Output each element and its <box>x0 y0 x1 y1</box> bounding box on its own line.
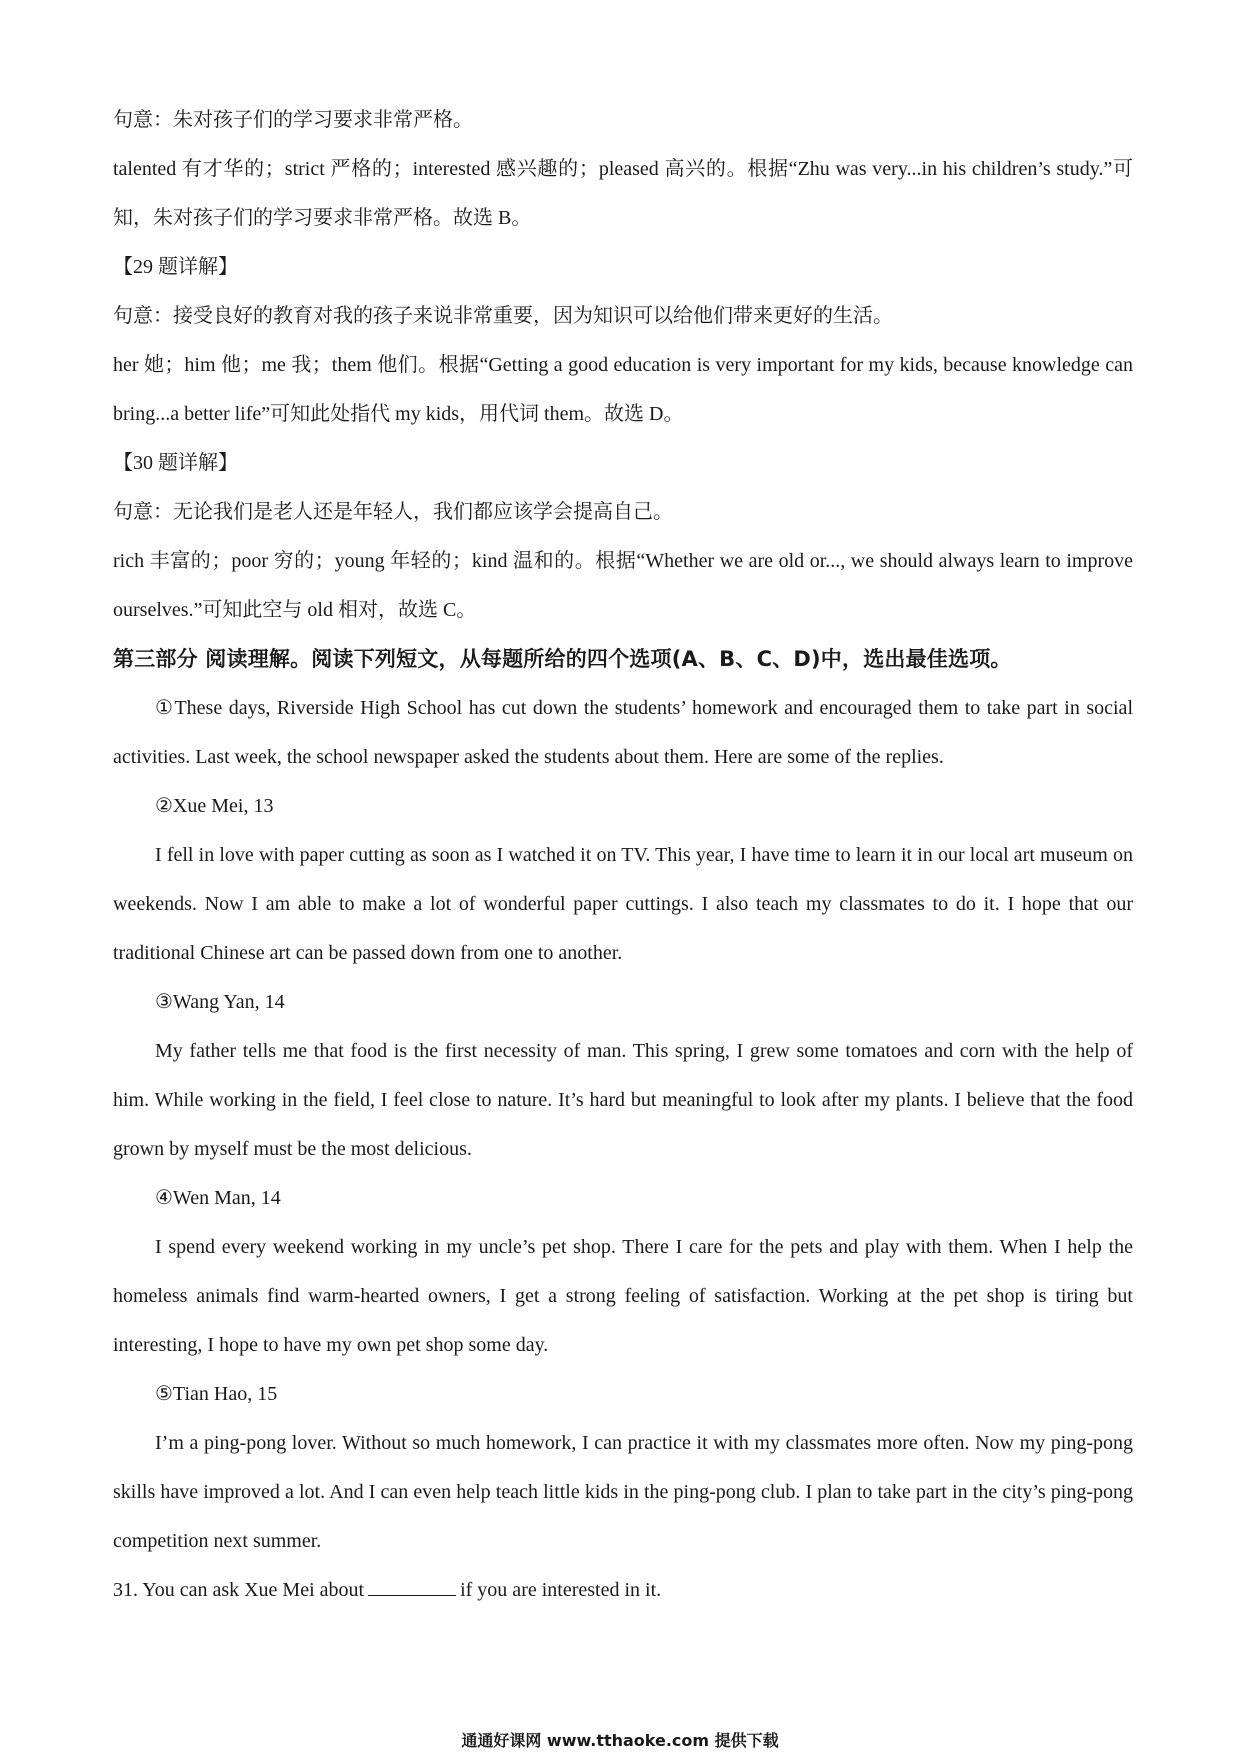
page-content <box>113 96 1133 1615</box>
question-31 <box>113 1566 1133 1615</box>
q29-analysis: her 她；him 他；me 我；them 他们。根据“Getting a good education is very important for my kids, because knowledge can bring...a better life”可知此处指代 my kids，用代词 them。故选 D。 <box>113 354 1133 425</box>
q30-detail-tag: 【30 题详解】 <box>113 452 238 474</box>
reply-text-wen-man: I spend every weekend working in my uncle’s pet shop. There I care for the pets and play with them. When I help the homeless animals find warm-hearted owners, I get a strong feeling of satisfaction. Working at the pet shop is tiring but interesting, I hope to have my own pet shop some day. <box>113 1236 1133 1356</box>
passage-intro: ①These days, Riverside High School has cut down the students’ homework and encouraged them to take part in social activities. Last week, the school newspaper asked the students about them. Here are some of the replies. <box>113 697 1133 768</box>
q29-sentence-meaning: 句意：接受良好的教育对我的孩子来说非常重要，因为知识可以给他们带来更好的生活。 <box>113 305 893 327</box>
q28-sentence-meaning: 句意：朱对孩子们的学习要求非常严格。 <box>113 109 473 131</box>
section3-heading: 第三部分 阅读理解。阅读下列短文，从每题所给的四个选项(A、B、C、D)中，选出最佳选项。 <box>113 647 1012 671</box>
q30-analysis: rich 丰富的；poor 穷的；young 年轻的；kind 温和的。根据“Whether we are old or..., we should always learn to improve ourselves.”可知此空与 old 相对，故选 C。 <box>113 550 1133 621</box>
answer-blank <box>368 1577 456 1596</box>
q28-analysis: talented 有才华的；strict 严格的；interested 感兴趣的；pleased 高兴的。根据“Zhu was very...in his children’s study.”可知，朱对孩子们的学习要求非常严格。故选 B。 <box>113 158 1133 229</box>
question-31-tail: if you are interested in it. <box>460 1579 662 1601</box>
q30-sentence-meaning: 句意：无论我们是老人还是年轻人，我们都应该学会提高自己。 <box>113 501 673 523</box>
reply-name-tian-hao: ⑤Tian Hao, 15 <box>155 1383 278 1405</box>
reply-text-tian-hao: I’m a ping-pong lover. Without so much homework, I can practice it with my classmates more often. Now my ping-pong skills have improved a lot. And I can even help teach little kids in the ping-pong club. I plan to take part in the city’s ping-pong competition next summer. <box>113 1432 1133 1552</box>
page-footer: 通通好课网 www.tthaoke.com 提供下载 <box>461 1731 779 1750</box>
question-31-stem: 31. You can ask Xue Mei about <box>113 1579 365 1601</box>
reply-text-xue-mei: I fell in love with paper cutting as soon as I watched it on TV. This year, I have time to learn it in our local art museum on weekends. Now I am able to make a lot of wonderful paper cuttings. I also teach my classmates to do it. I hope that our traditional Chinese art can be passed down from one to another. <box>113 844 1133 964</box>
q29-detail-tag: 【29 题详解】 <box>113 256 238 278</box>
reply-name-xue-mei: ②Xue Mei, 13 <box>155 795 274 817</box>
reply-name-wen-man: ④Wen Man, 14 <box>155 1187 281 1209</box>
reply-text-wang-yan: My father tells me that food is the first necessity of man. This spring, I grew some tomatoes and corn with the help of him. While working in the field, I feel close to nature. It’s hard but meaningful to look after my plants. I believe that the food grown by myself must be the most delicious. <box>113 1040 1133 1160</box>
reply-name-wang-yan: ③Wang Yan, 14 <box>155 991 285 1013</box>
